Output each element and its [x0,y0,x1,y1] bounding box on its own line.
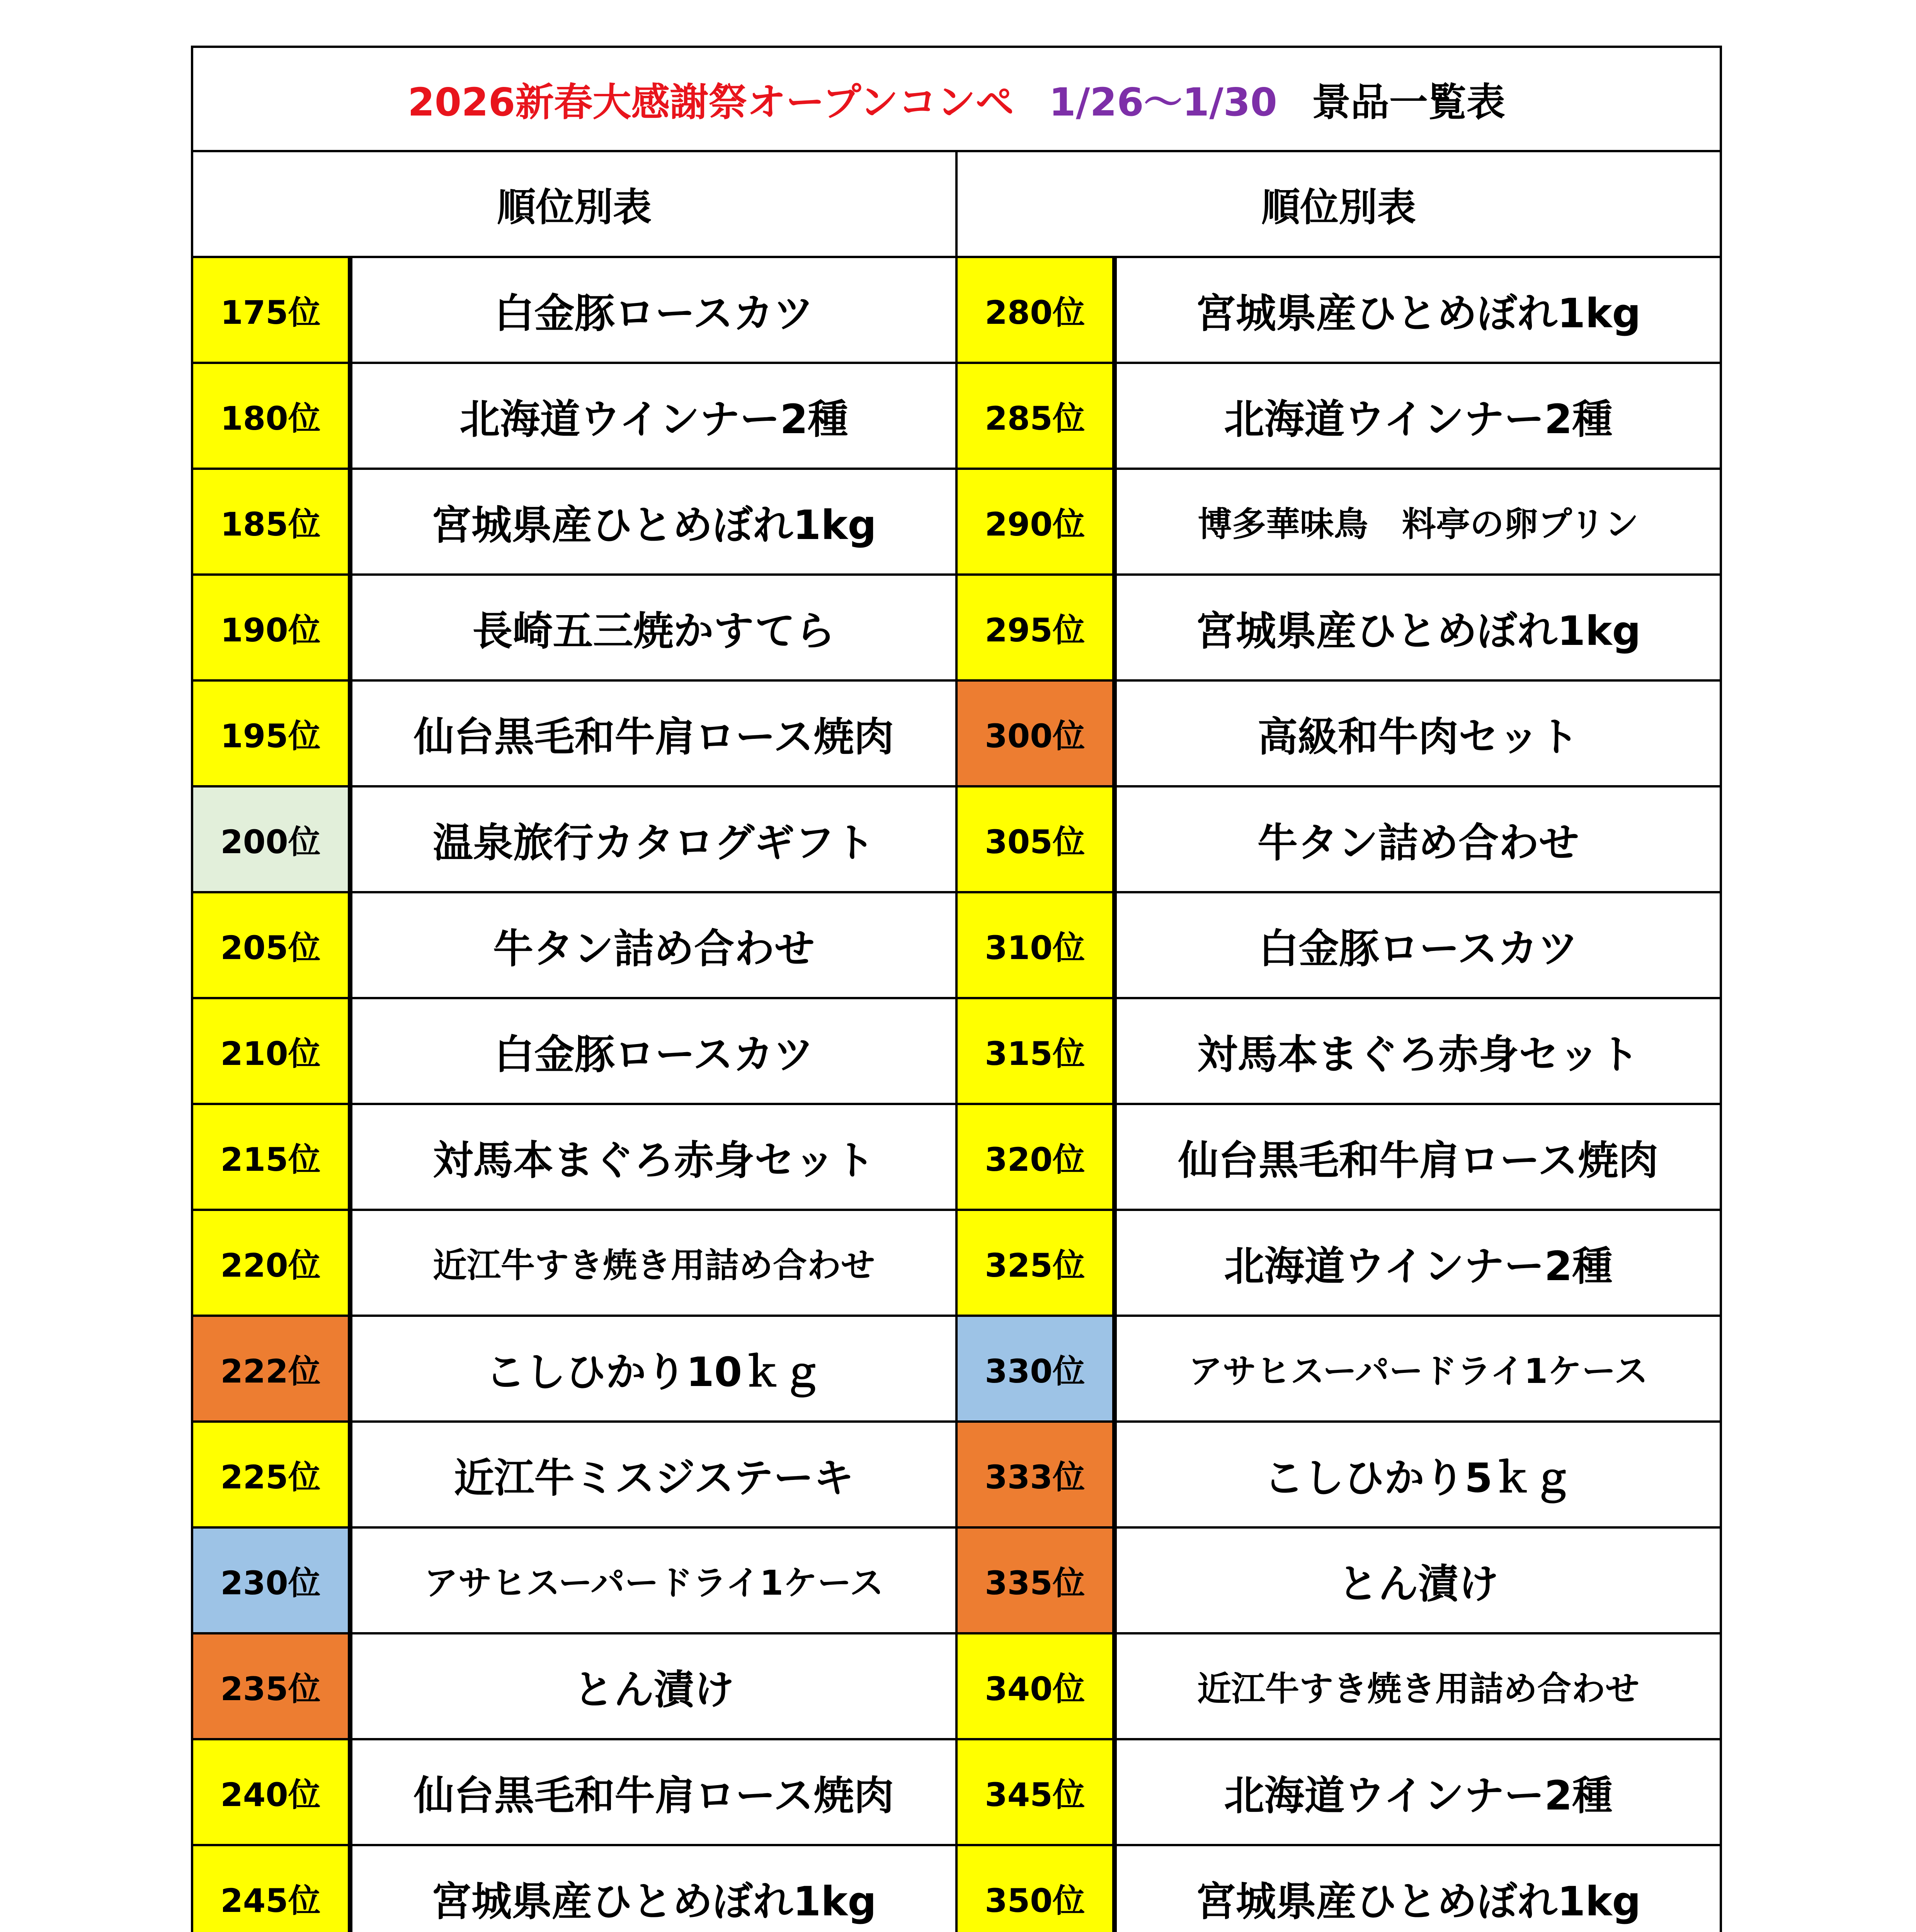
rank-cell: 310位 [958,893,1117,997]
prize-cell: 仙台黒毛和牛肩ロース焼肉 [1178,1137,1659,1184]
prize-cell: こしひかり10ｋｇ [485,1349,823,1396]
table-row [958,1317,1720,1423]
rank-cell: 180位 [193,364,352,468]
prize-cell: 白金豚ロースカツ [1258,925,1578,972]
rank-cell: 333位 [958,1423,1117,1526]
table-row [958,1634,1720,1740]
rank-cell: 200位 [193,787,352,891]
table-row [193,1423,955,1529]
prize-cell: 仙台黒毛和牛肩ロース焼肉 [413,713,894,760]
prize-cell: 北海道ウインナー2種 [1224,396,1613,443]
rank-cell: 235位 [193,1634,352,1738]
rank-cell: 305位 [958,787,1117,891]
left-ranking-column [193,258,955,1932]
table-row [958,999,1720,1105]
prize-cell: 近江牛すき焼き用詰め合わせ [432,1245,875,1285]
table-row [193,1846,955,1932]
prize-cell: 高級和牛肉セット [1257,713,1579,760]
prize-cell: とん漬け [573,1666,734,1713]
rank-cell: 185位 [193,470,352,573]
prize-cell: 長崎五三焼かすてら [472,607,835,655]
ranking-grid [191,258,1722,1932]
event-title: 2026新春大感謝祭オープンコンペ [408,80,1014,125]
prize-cell: 対馬本まぐろ赤身セット [432,1137,875,1184]
table-row [958,258,1720,364]
rank-cell: 315位 [958,999,1117,1103]
table-row [193,258,955,364]
prize-cell: 博多華味鳥 料亭の卵プリン [1198,504,1639,544]
table-row [958,1846,1720,1932]
prize-cell: とん漬け [1337,1560,1499,1607]
prize-cell: 温泉旅行カタログギフト [432,819,875,866]
table-row [193,787,955,893]
prize-cell: 北海道ウインナー2種 [1224,1772,1613,1819]
table-row [193,364,955,470]
prize-cell: 北海道ウインナー2種 [459,396,848,443]
rank-cell: 222位 [193,1317,352,1420]
right-ranking-column [955,258,1720,1932]
table-row [958,1423,1720,1529]
rank-cell: 220位 [193,1211,352,1315]
table-row [958,470,1720,576]
table-row [958,1105,1720,1211]
table-row [193,1529,955,1634]
table-row [193,893,955,999]
rank-cell: 215位 [193,1105,352,1209]
prize-cell: こしひかり5ｋｇ [1263,1454,1573,1502]
rank-cell: 285位 [958,364,1117,468]
rank-cell: 345位 [958,1740,1117,1844]
table-row [958,1740,1720,1846]
table-row [958,1211,1720,1317]
prize-cell: 近江牛ミスジステーキ [454,1454,854,1502]
prize-cell: 白金豚ロースカツ [494,1031,814,1078]
rank-cell: 225位 [193,1423,352,1526]
right-column-header: 順位別表 [955,152,1720,256]
table-row [193,682,955,787]
table-row [193,1211,955,1317]
table-row [958,787,1720,893]
rank-cell: 245位 [193,1846,352,1932]
rank-cell: 320位 [958,1105,1117,1209]
prize-cell: アサヒスーパードライ1ケース [1188,1351,1648,1391]
rank-cell: 325位 [958,1211,1117,1315]
prize-list-table [191,46,1722,1932]
prize-cell: 北海道ウインナー2種 [1224,1243,1613,1290]
rank-cell: 295位 [958,576,1117,679]
table-row [958,576,1720,682]
rank-cell: 290位 [958,470,1117,573]
rank-cell: 175位 [193,258,352,362]
rank-cell: 330位 [958,1317,1117,1420]
table-row [193,1317,955,1423]
table-row [193,470,955,576]
list-name: 景品一覧表 [1312,80,1505,125]
table-row [193,999,955,1105]
rank-cell: 230位 [193,1529,352,1632]
rank-cell: 340位 [958,1634,1117,1738]
table-row [958,893,1720,999]
rank-cell: 335位 [958,1529,1117,1632]
rank-cell: 350位 [958,1846,1117,1932]
prize-cell: 宮城県産ひとめぼれ1kg [1196,290,1641,337]
title-row [191,46,1722,152]
prize-cell: 仙台黒毛和牛肩ロース焼肉 [413,1772,894,1819]
rank-cell: 280位 [958,258,1117,362]
header-row [191,152,1722,258]
rank-cell: 300位 [958,682,1117,785]
prize-cell: 対馬本まぐろ赤身セット [1197,1031,1639,1078]
table-row [193,1740,955,1846]
rank-cell: 210位 [193,999,352,1103]
prize-cell: 宮城県産ひとめぼれ1kg [1196,607,1641,655]
table-row [193,1634,955,1740]
event-dates: 1/26～1/30 [1049,80,1277,125]
rank-cell: 240位 [193,1740,352,1844]
table-row [958,1529,1720,1634]
rank-cell: 190位 [193,576,352,679]
prize-cell: 牛タン詰め合わせ [1257,819,1579,866]
left-column-header: 順位別表 [497,185,652,230]
table-row [958,364,1720,470]
prize-cell: 宮城県産ひとめぼれ1kg [431,502,876,549]
prize-cell: 牛タン詰め合わせ [493,925,815,972]
rank-cell: 195位 [193,682,352,785]
prize-cell: 宮城県産ひとめぼれ1kg [1196,1878,1641,1925]
table-row [193,1105,955,1211]
prize-cell: 近江牛すき焼き用詰め合わせ [1197,1669,1639,1709]
table-row [958,682,1720,787]
prize-cell: 宮城県産ひとめぼれ1kg [431,1878,876,1925]
prize-cell: アサヒスーパードライ1ケース [424,1563,884,1603]
rank-cell: 205位 [193,893,352,997]
table-row [193,576,955,682]
prize-cell: 白金豚ロースカツ [494,290,814,337]
